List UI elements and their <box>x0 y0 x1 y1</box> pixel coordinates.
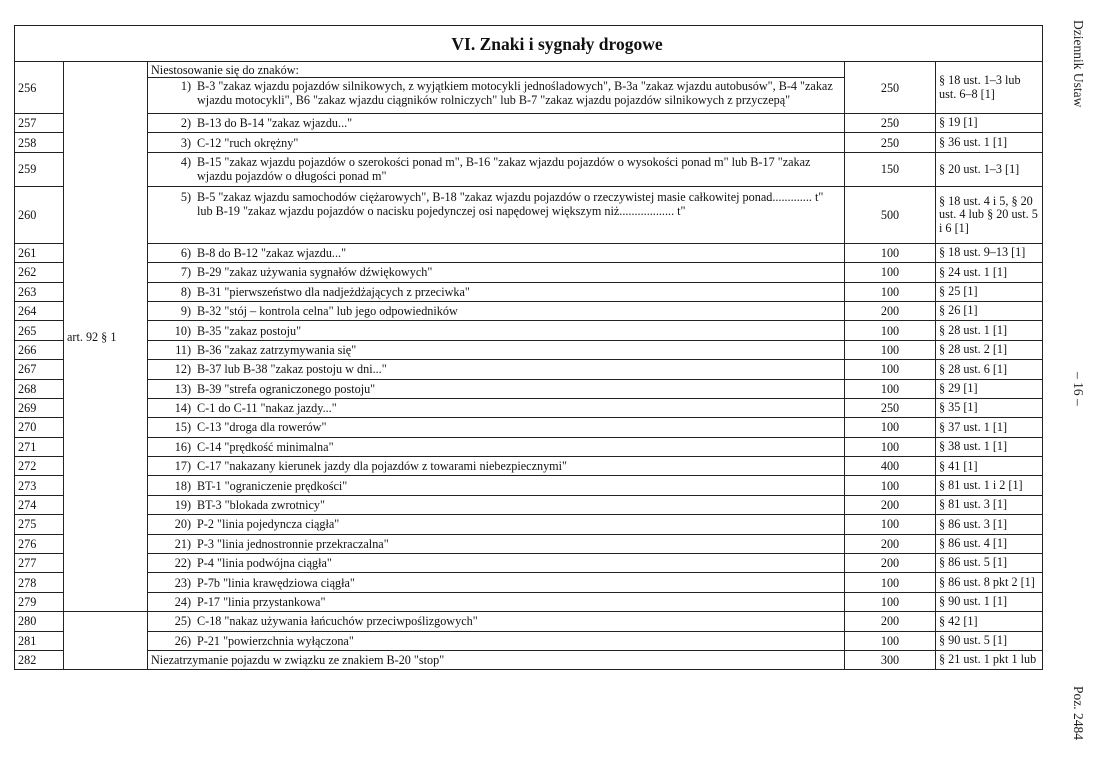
row-number: 257 <box>15 114 64 133</box>
legal-basis: § 29 [1] <box>936 379 1043 398</box>
fine-amount: 100 <box>845 515 936 534</box>
row-description <box>148 340 845 359</box>
row-number: 281 <box>15 631 64 650</box>
section-title-row <box>15 26 1043 62</box>
row-description <box>148 631 845 650</box>
fine-amount: 100 <box>845 631 936 650</box>
row-description <box>148 114 845 133</box>
legal-basis: § 37 ust. 1 [1] <box>936 418 1043 437</box>
row-number: 265 <box>15 321 64 340</box>
row-number: 270 <box>15 418 64 437</box>
row-number: 271 <box>15 437 64 456</box>
table-row <box>15 437 1043 456</box>
row-number: 269 <box>15 398 64 417</box>
item-text: B-36 "zakaz zatrzymywania się" <box>197 342 357 357</box>
row-number: 260 <box>15 186 64 243</box>
fine-amount: 300 <box>845 650 936 669</box>
row-number: 259 <box>15 152 64 186</box>
table-row <box>15 152 1043 186</box>
legal-basis: § 42 [1] <box>936 612 1043 631</box>
legal-basis: § 90 ust. 1 [1] <box>936 592 1043 611</box>
item-text: B-39 "strefa ograniczonego postoju" <box>197 381 376 396</box>
item-number: 10) <box>174 323 191 338</box>
fine-amount: 200 <box>845 554 936 573</box>
fine-amount: 100 <box>845 437 936 456</box>
fine-amount: 100 <box>845 340 936 359</box>
row-description <box>148 186 845 243</box>
item-number: 2) <box>180 116 191 131</box>
table-row <box>15 650 1043 669</box>
table-row <box>15 515 1043 534</box>
item-text: P-21 "powierzchnia wyłączona" <box>197 633 354 648</box>
row-description <box>148 133 845 152</box>
legal-basis: § 20 ust. 1–3 [1] <box>936 152 1043 186</box>
item-number: 25) <box>174 614 191 629</box>
table-row <box>15 398 1043 417</box>
table-row <box>15 282 1043 301</box>
table-row <box>15 612 1043 631</box>
item-text: P-7b "linia krawędziowa ciągła" <box>197 575 355 590</box>
row-description <box>148 515 845 534</box>
row-description <box>148 282 845 301</box>
table-row <box>15 631 1043 650</box>
table-row <box>15 301 1043 320</box>
item-text: B-32 "stój – kontrola celna" lub jego odpowiedników <box>197 304 458 319</box>
fine-amount: 100 <box>845 263 936 282</box>
fine-amount: 200 <box>845 612 936 631</box>
legal-basis: § 38 ust. 1 [1] <box>936 437 1043 456</box>
row-number: 278 <box>15 573 64 592</box>
offense-table <box>14 25 1043 670</box>
row-description <box>148 592 845 611</box>
legal-basis: § 86 ust. 5 [1] <box>936 554 1043 573</box>
fine-amount: 150 <box>845 152 936 186</box>
table-row <box>15 457 1043 476</box>
table-row <box>15 62 1043 114</box>
table-row <box>15 360 1043 379</box>
fine-amount: 200 <box>845 534 936 553</box>
legal-basis: § 25 [1] <box>936 282 1043 301</box>
item-number: 6) <box>180 245 191 260</box>
fine-amount: 100 <box>845 418 936 437</box>
row-number: 266 <box>15 340 64 359</box>
legal-basis: § 24 ust. 1 [1] <box>936 263 1043 282</box>
fine-amount: 250 <box>845 133 936 152</box>
table-row <box>15 133 1043 152</box>
fine-amount: 100 <box>845 321 936 340</box>
legal-basis: § 28 ust. 1 [1] <box>936 321 1043 340</box>
row-number: 258 <box>15 133 64 152</box>
row-description: Niezatrzymanie pojazdu w związku ze znakiem B-20 "stop" <box>148 650 845 669</box>
row-number: 282 <box>15 650 64 669</box>
fine-amount: 100 <box>845 243 936 262</box>
item-number: 18) <box>174 478 191 493</box>
item-number: 13) <box>174 381 191 396</box>
legal-basis: § 26 [1] <box>936 301 1043 320</box>
fine-amount: 250 <box>845 62 936 114</box>
row-description <box>148 437 845 456</box>
table-row <box>15 263 1043 282</box>
item-text: C-1 do C-11 "nakaz jazdy..." <box>197 401 337 416</box>
row-number: 268 <box>15 379 64 398</box>
item-text: P-17 "linia przystankowa" <box>197 595 326 609</box>
row-number: 262 <box>15 263 64 282</box>
row-number: 280 <box>15 612 64 631</box>
item-number: 15) <box>174 420 191 435</box>
item-text: B-37 lub B-38 "zakaz postoju w dni..." <box>197 362 387 377</box>
item-text: C-13 "droga dla rowerów" <box>197 420 327 435</box>
item-text: P-2 "linia pojedyncza ciągła" <box>197 517 340 532</box>
row-number: 279 <box>15 592 64 611</box>
row-description <box>148 398 845 417</box>
item-number: 5) <box>180 189 191 204</box>
row-number: 275 <box>15 515 64 534</box>
item-number: 20) <box>174 517 191 532</box>
fine-amount: 250 <box>845 114 936 133</box>
row-number: 277 <box>15 554 64 573</box>
legal-basis: § 28 ust. 2 [1] <box>936 340 1043 359</box>
table-row <box>15 495 1043 514</box>
legal-basis: § 36 ust. 1 [1] <box>936 133 1043 152</box>
item-text: B-29 "zakaz używania sygnałów dźwiękowych" <box>197 265 433 280</box>
fine-amount: 250 <box>845 398 936 417</box>
item-number: 17) <box>174 459 191 474</box>
table-row <box>15 186 1043 243</box>
fine-amount: 100 <box>845 476 936 495</box>
item-number: 4) <box>180 155 191 170</box>
item-number: 1) <box>180 79 191 93</box>
table-row <box>15 476 1043 495</box>
item-text: B-35 "zakaz postoju" <box>197 323 302 338</box>
item-text: C-17 "nakazany kierunek jazdy dla pojazdów z towarami niebezpiecznymi" <box>197 459 568 474</box>
table-row <box>15 340 1043 359</box>
fine-amount: 200 <box>845 495 936 514</box>
row-description <box>148 379 845 398</box>
item-number: 23) <box>174 575 191 590</box>
item-text: B-31 "pierwszeństwo dla nadjeżdżających z przeciwka" <box>197 284 470 299</box>
item-number: 8) <box>180 284 191 299</box>
table-row <box>15 573 1043 592</box>
item-number: 12) <box>174 362 191 377</box>
journal-name: Dziennik Ustaw <box>1071 20 1086 108</box>
item-number: 22) <box>174 556 191 571</box>
section-title: VI. Znaki i sygnały drogowe <box>15 26 1043 62</box>
table-row <box>15 592 1043 611</box>
row-description <box>148 152 845 186</box>
position-number: Poz. 2484 <box>1071 686 1086 740</box>
item-text: P-4 "linia podwójna ciągła" <box>197 556 332 571</box>
item-number: 3) <box>180 135 191 150</box>
fine-amount: 100 <box>845 573 936 592</box>
item-number: 19) <box>174 498 191 513</box>
table-row <box>15 554 1043 573</box>
legal-basis: § 41 [1] <box>936 457 1043 476</box>
row-description <box>148 418 845 437</box>
legal-basis: § 81 ust. 1 i 2 [1] <box>936 476 1043 495</box>
fine-amount: 200 <box>845 301 936 320</box>
fine-amount: 400 <box>845 457 936 476</box>
row-description <box>148 476 845 495</box>
legal-basis: § 18 ust. 1–3 lub ust. 6–8 [1] <box>936 62 1043 114</box>
table-row <box>15 243 1043 262</box>
item-text: BT-1 "ograniczenie prędkości" <box>197 478 348 493</box>
fine-amount: 500 <box>845 186 936 243</box>
item-number: 24) <box>174 595 191 609</box>
legal-basis: § 18 ust. 9–13 [1] <box>936 243 1043 262</box>
row-description <box>148 495 845 514</box>
item-number: 16) <box>174 439 191 454</box>
row-description <box>148 321 845 340</box>
item-text: B-13 do B-14 "zakaz wjazdu..." <box>197 116 353 131</box>
row-description <box>148 573 845 592</box>
legal-basis: § 35 [1] <box>936 398 1043 417</box>
legal-basis: § 86 ust. 3 [1] <box>936 515 1043 534</box>
row-number: 256 <box>15 62 64 114</box>
table-row <box>15 418 1043 437</box>
table-row <box>15 534 1043 553</box>
row-description <box>148 534 845 553</box>
row-description <box>148 301 845 320</box>
item-text: B-3 "zakaz wjazdu pojazdów silnikowych, z wyjątkiem motocykli jednośladowych", B-3a "zakaz wjazdu autobusów", B-4 "zakaz wjazdu motocykli", B6 "zakaz wjazdu ciągników rolniczych" lub B-7 "zakaz wjazdu pojazdów silnikowych z przyczepą" <box>197 79 833 107</box>
legal-basis: § 81 ust. 3 [1] <box>936 495 1043 514</box>
table-row <box>15 321 1043 340</box>
legal-basis: § 19 [1] <box>936 114 1043 133</box>
row-number: 274 <box>15 495 64 514</box>
fine-amount: 100 <box>845 592 936 611</box>
item-text: C-18 "nakaz używania łańcuchów przeciwpoślizgowych" <box>197 614 478 629</box>
row-number: 272 <box>15 457 64 476</box>
legal-basis: § 86 ust. 8 pkt 2 [1] <box>936 573 1043 592</box>
group-header: Niestosowanie się do znaków: <box>148 63 845 78</box>
legal-basis: § 28 ust. 6 [1] <box>936 360 1043 379</box>
item-number: 26) <box>174 633 191 648</box>
item-number: 11) <box>175 342 191 357</box>
legal-basis: § 18 ust. 4 i 5, § 20 ust. 4 lub § 20 ust. 5 i 6 [1] <box>936 186 1043 243</box>
legal-basis: § 90 ust. 5 [1] <box>936 631 1043 650</box>
table-row <box>15 379 1043 398</box>
item-number: 14) <box>174 401 191 416</box>
item-number: 7) <box>180 265 191 280</box>
item-text: BT-3 "blokada zwrotnicy" <box>197 498 325 513</box>
row-description <box>148 263 845 282</box>
row-number: 264 <box>15 301 64 320</box>
row-description <box>148 243 845 262</box>
row-number: 267 <box>15 360 64 379</box>
row-description <box>148 457 845 476</box>
fine-amount: 100 <box>845 282 936 301</box>
item-number: 21) <box>174 536 191 551</box>
row-description <box>148 554 845 573</box>
row-number: 273 <box>15 476 64 495</box>
row-description <box>148 360 845 379</box>
article-reference-empty <box>64 612 148 670</box>
row-number: 276 <box>15 534 64 553</box>
legal-basis: § 21 ust. 1 pkt 1 lub <box>936 650 1043 669</box>
row-number: 261 <box>15 243 64 262</box>
item-text: C-12 "ruch okrężny" <box>197 135 299 150</box>
item-text: B-15 "zakaz wjazdu pojazdów o szerokości ponad m", B-16 "zakaz wjazdu pojazdów o wysokości ponad m" lub B-17 "zakaz wjazdu pojazdów o długości ponad m" <box>197 155 811 184</box>
article-reference: art. 92 § 1 <box>64 62 148 612</box>
fine-amount: 100 <box>845 360 936 379</box>
item-number: 9) <box>180 304 191 319</box>
row-description <box>148 612 845 631</box>
table-row <box>15 114 1043 133</box>
item-text: B-8 do B-12 "zakaz wjazdu..." <box>197 245 347 260</box>
row-description <box>148 62 845 114</box>
page-number: – 16 – <box>1071 372 1086 406</box>
fine-amount: 100 <box>845 379 936 398</box>
item-text: P-3 "linia jednostronnie przekraczalna" <box>197 536 389 551</box>
legal-basis: § 86 ust. 4 [1] <box>936 534 1043 553</box>
row-number: 263 <box>15 282 64 301</box>
item-text: C-14 "prędkość minimalna" <box>197 439 334 454</box>
item-text: B-5 "zakaz wjazdu samochodów ciężarowych", B-18 "zakaz wjazdu pojazdów o rzeczywistej masie całkowitej ponad............. t" lub B-19 "zakaz wjazdu pojazdów o nacisku pojedynczej osi napędowej większym niż.................. t" <box>197 189 824 218</box>
